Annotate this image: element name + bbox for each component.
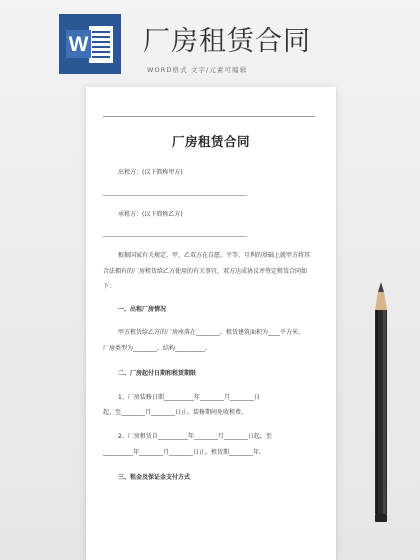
pencil-decoration [373, 282, 389, 522]
lessor-blank: ________________________________________________ [103, 189, 247, 196]
section-2-item-1-line-1: 1、厂房装修日期__________年________月________日 [118, 394, 260, 401]
section-1-line-1: 甲方租赁给乙方的厂房座落在________。租赁建筑面积为____平方米。 [118, 329, 305, 336]
section-1-line-2: 厂房类型为________，结构__________。 [103, 345, 212, 352]
section-heading-1: 一、出租厂房情况 [118, 306, 167, 313]
lessor-line: 出租方：(以下简称甲方) [118, 169, 183, 176]
svg-text:W: W [68, 33, 89, 56]
header-title: 厂房租赁合同 [143, 26, 311, 57]
lessee-line: 承租方：(以下简称乙方) [118, 211, 183, 218]
preamble-line-3: 下： [103, 283, 116, 290]
preamble-line-1: 根据国家有关规定，甲、乙双方在自愿、平等、互利的基础上就甲方将其 [118, 252, 311, 259]
section-heading-2: 二、厂房起付日期和租赁期限 [118, 370, 197, 377]
section-2-item-2-line-1: 2、厂房租赁自__________年________月________日起，至 [118, 433, 272, 440]
section-2-item-2-line-2: __________年________月________日止。租赁期________年。 [103, 449, 266, 456]
header-rule [103, 116, 315, 117]
header-subtitle: WORD格式 文字/元素可编辑 [147, 66, 248, 74]
document-title: 厂房租赁合同 [171, 134, 250, 149]
section-2-item-1-line-2: 起，至________月________日止。装修期间免收租费。 [103, 409, 248, 416]
header-banner [0, 0, 420, 86]
document-page [86, 87, 336, 560]
section-heading-3: 三、租金及保证金支付方式 [118, 474, 191, 481]
lessee-blank: ________________________________________________ [103, 230, 247, 237]
preamble-line-2: 合法拥有的厂房租赁给乙方使用的有关事宜，双方达成协议并签定租赁合同如 [103, 268, 308, 275]
word-document-icon [59, 14, 121, 74]
